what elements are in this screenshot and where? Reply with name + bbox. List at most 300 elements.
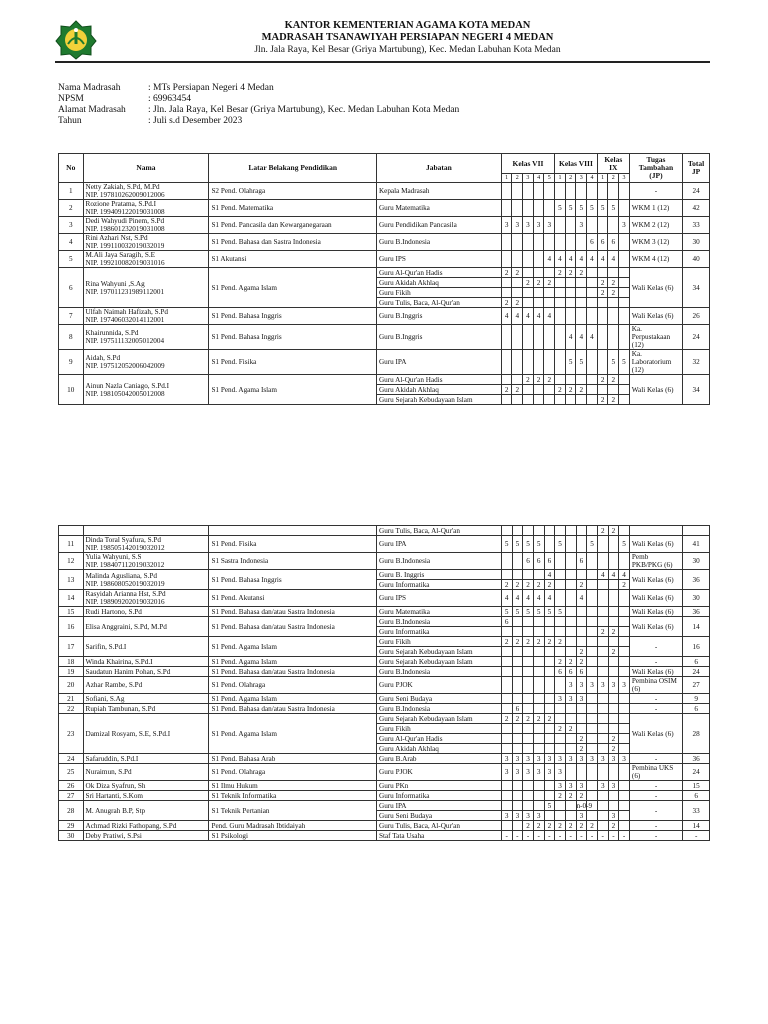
cell-jp: [555, 553, 566, 570]
cell-jp: 2: [597, 375, 608, 385]
cell-tugas: Wali Kelas (6): [629, 570, 682, 590]
cell-jp: [576, 395, 587, 405]
cell-jp: [619, 617, 630, 627]
cell-latar: S1 Pend. Olahraga: [209, 677, 377, 694]
nama-line: Azhar Rambe, S.Pd: [85, 681, 143, 689]
cell-jp: 3: [544, 754, 555, 764]
cell-jp: 2: [501, 580, 512, 590]
cell-jp: [533, 268, 544, 278]
cell-no: 9: [59, 350, 84, 375]
cell-jp: 3: [523, 217, 534, 234]
teacher-table-part1: [58, 153, 710, 405]
table-row: [59, 607, 710, 617]
cell-tugas: Wali Kelas (6): [629, 268, 682, 308]
cell-jp: 3: [501, 754, 512, 764]
cell-no: 27: [59, 791, 84, 801]
cell-jp: [501, 375, 512, 385]
cell-latar: S1 Pend. Bahasa Inggris: [209, 570, 377, 590]
nama-line: NIP. 199210082019031016: [85, 259, 165, 267]
cell-jp: [576, 637, 587, 647]
cell-jp: [608, 385, 619, 395]
cell-latar: S1 Pend. Bahasa Arab: [209, 754, 377, 764]
cell-total: 15: [683, 781, 710, 791]
cell-jp: 2: [576, 268, 587, 278]
cell-jp: 3: [619, 217, 630, 234]
cell-jp: [619, 724, 630, 734]
cell-no: 8: [59, 325, 84, 350]
class-sub-header: 2: [608, 174, 619, 183]
cell-jp: 2: [533, 637, 544, 647]
cell-jp: [544, 268, 555, 278]
cell-jp: 3: [523, 811, 534, 821]
cell-jp: [533, 526, 544, 536]
cell-jp: [533, 781, 544, 791]
table-row: [59, 350, 710, 375]
cell-jp: 5: [597, 200, 608, 217]
cell-jp: [555, 801, 566, 811]
cell-jp: [565, 234, 576, 251]
cell-jp: 5: [523, 607, 534, 617]
cell-jp: 5: [565, 350, 576, 375]
nama-line: NIP. 199409122019031008: [85, 208, 165, 216]
cell-jp: 2: [501, 385, 512, 395]
cell-jp: 5: [555, 536, 566, 553]
cell-latar: S1 Pend. Bahasa dan Sastra Indonesia: [209, 234, 377, 251]
cell-jp: [533, 677, 544, 694]
table-row: [59, 251, 710, 268]
nama-line: M. Anugrah B.P, Stp: [85, 806, 146, 815]
cell-jp: -: [587, 831, 598, 841]
cell-jp: [533, 325, 544, 350]
cell-jp: [565, 217, 576, 234]
nama-line: Safaruddin, S.Pd.I: [85, 754, 139, 763]
cell-tugas: Pembina UKS (6): [629, 764, 682, 781]
cell-tugas: Wali Kelas (6): [629, 536, 682, 553]
cell-jp: 3: [597, 754, 608, 764]
cell-jp: 6: [565, 667, 576, 677]
cell-total: 6: [683, 791, 710, 801]
cell-jp: 5: [608, 200, 619, 217]
class-sub-header: 3: [576, 174, 587, 183]
cell-nama: [83, 667, 209, 677]
cell-jp: [597, 385, 608, 395]
cell-jp: [619, 553, 630, 570]
cell-tugas: Pemb PKB/PKG (6): [629, 553, 682, 570]
cell-jp: [555, 298, 566, 308]
cell-jp: [576, 298, 587, 308]
table-row: [59, 714, 710, 724]
cell-jp: 3: [565, 694, 576, 704]
cell-jp: [523, 395, 534, 405]
nama-line: Rudi Hartono, S.Pd: [85, 607, 142, 616]
cell-jp: 5: [565, 200, 576, 217]
cell-jp: 2: [555, 791, 566, 801]
cell-jp: [587, 385, 598, 395]
cell-jp: [619, 714, 630, 724]
cell-jp: [533, 657, 544, 667]
cell-jp: [533, 570, 544, 580]
cell-tugas: Pembina OSIM (6): [629, 677, 682, 694]
cell-latar: S1 Sastra Indonesia: [209, 553, 377, 570]
cell-jp: [587, 627, 598, 637]
cell-jp: [587, 278, 598, 288]
cell-jp: 6: [597, 234, 608, 251]
nama-line: Dinda Toral Syafura, S.Pd: [85, 536, 161, 544]
cell-jp: 2: [501, 268, 512, 278]
class-sub-header: 2: [565, 174, 576, 183]
cell-jp: 3: [512, 811, 523, 821]
cell-tugas: Ka. Laboratorium (12): [629, 350, 682, 375]
cell-jp: [608, 536, 619, 553]
nama-line: Sofiani, S.Ag: [85, 694, 125, 703]
cell-jp: 4: [501, 308, 512, 325]
cell-jabatan: Guru Tulis, Baca, Al-Qur'an: [376, 298, 501, 308]
cell-jp: 4: [544, 590, 555, 607]
cell-jp: [523, 183, 534, 200]
cell-jp: [576, 704, 587, 714]
cell-jp: [608, 183, 619, 200]
cell-jp: [565, 553, 576, 570]
cell-jp: [619, 395, 630, 405]
cell-total: 30: [683, 553, 710, 570]
info-value: : MTs Persiapan Negeri 4 Medan: [148, 83, 274, 93]
cell-jp: [619, 607, 630, 617]
cell-jp: -: [533, 831, 544, 841]
cell-jp: [501, 570, 512, 580]
cell-jp: [608, 667, 619, 677]
info-row: [58, 116, 459, 127]
cell-jp: 3: [533, 754, 544, 764]
cell-jp: [597, 704, 608, 714]
cell-jp: [512, 667, 523, 677]
cell-jp: 2: [597, 526, 608, 536]
cell-jabatan: Guru B.Indonesia: [377, 667, 502, 677]
cell-no: 10: [59, 375, 84, 405]
cell-jp: [501, 251, 512, 268]
cell-total: 30: [683, 234, 710, 251]
cell-jp: [576, 183, 587, 200]
cell-jp: [576, 278, 587, 288]
school-address: Jln. Jala Raya, Kel Besar (Griya Martubung), Kec. Medan Labuhan Kota Medan: [254, 45, 561, 55]
cell-jp: 5: [544, 607, 555, 617]
cell-jp: [555, 744, 566, 754]
cell-jp: 4: [555, 251, 566, 268]
cell-jp: 4: [597, 570, 608, 580]
cell-jp: [533, 647, 544, 657]
cell-jp: [512, 251, 523, 268]
cell-jp: [555, 288, 566, 298]
cell-total: 14: [683, 617, 710, 637]
cell-jp: [512, 325, 523, 350]
cell-jp: [576, 627, 587, 637]
cell-jp: 2: [619, 580, 630, 590]
cell-jabatan: Guru IPS: [377, 590, 502, 607]
cell-jp: [523, 617, 534, 627]
cell-jp: 5: [512, 607, 523, 617]
cell-jp: [619, 526, 630, 536]
nama-line: NIP. 199110032019032019: [85, 242, 165, 250]
cell-latar: [209, 526, 377, 536]
cell-jp: 2: [576, 821, 587, 831]
cell-jp: [533, 627, 544, 637]
cell-jabatan: Guru B.Indonesia: [377, 617, 502, 627]
table-row: [59, 694, 710, 704]
cell-jp: [565, 704, 576, 714]
cell-jp: [523, 234, 534, 251]
cell-jp: [523, 734, 534, 744]
cell-jp: [555, 375, 566, 385]
cell-jp: [597, 637, 608, 647]
nama-line: Rina Wahyuni ,S.Ag: [85, 279, 145, 288]
info-key: NPSM: [58, 94, 84, 104]
cell-jp: [544, 395, 555, 405]
cell-jabatan: Guru IPA: [377, 536, 502, 553]
nama-line: Damizal Rosyam, S.E, S.Pd.I: [85, 729, 171, 738]
class-sub-header: 3: [523, 174, 534, 183]
cell-jp: [523, 385, 534, 395]
cell-jp: 5: [576, 350, 587, 375]
nama-line: NIP. 197810262009012006: [85, 191, 165, 199]
cell-jp: [597, 607, 608, 617]
cell-jp: [576, 764, 587, 781]
cell-jp: 3: [565, 781, 576, 791]
cell-jp: 3: [501, 764, 512, 781]
cell-jabatan: Guru Sejarah Kebudayaan Islam: [376, 395, 501, 405]
cell-total: 6: [683, 704, 710, 714]
cell-total: 34: [683, 375, 710, 405]
cell-jp: 4: [544, 308, 555, 325]
cell-jp: [533, 395, 544, 405]
cell-jp: 3: [576, 811, 587, 821]
cell-jp: 4: [565, 325, 576, 350]
cell-jp: [576, 308, 587, 325]
cell-jp: [512, 694, 523, 704]
cell-latar: S1 Pend. Bahasa dan/atau Sastra Indonesia: [209, 704, 377, 714]
cell-jabatan: Guru Fikih: [376, 288, 501, 298]
cell-jp: 3: [597, 677, 608, 694]
cell-jp: [565, 647, 576, 657]
cell-total: 33: [683, 217, 710, 234]
cell-jp: [565, 526, 576, 536]
cell-jp: [587, 590, 598, 607]
cell-jp: [608, 694, 619, 704]
table-row: [59, 704, 710, 714]
cell-jp: [533, 617, 544, 627]
cell-jp: [501, 278, 512, 288]
cell-jp: 3: [608, 754, 619, 764]
cell-jp: [501, 734, 512, 744]
cell-jabatan: Guru IPA: [376, 350, 501, 375]
cell-jp: [512, 526, 523, 536]
cell-jp: [501, 821, 512, 831]
cell-jp: [544, 617, 555, 627]
cell-jp: [533, 704, 544, 714]
cell-nama: [83, 536, 209, 553]
cell-jabatan: Guru Sejarah Kebudayaan Islam: [377, 714, 502, 724]
cell-jp: 3: [533, 811, 544, 821]
cell-jp: [533, 234, 544, 251]
cell-jp: [576, 570, 587, 580]
cell-jp: [587, 744, 598, 754]
cell-jp: [587, 647, 598, 657]
cell-jp: 2: [597, 395, 608, 405]
cell-no: 20: [59, 677, 84, 694]
cell-jp: 6: [533, 553, 544, 570]
cell-jp: [597, 308, 608, 325]
cell-jp: [501, 801, 512, 811]
cell-jp: 2: [576, 580, 587, 590]
cell-jp: [587, 288, 598, 298]
cell-latar: S1 Ilmu Hukum: [209, 781, 377, 791]
cell-latar: S1 Pend. Agama Islam: [209, 375, 377, 405]
cell-jp: [533, 744, 544, 754]
cell-jp: [576, 724, 587, 734]
cell-tugas: WKM 1 (12): [629, 200, 682, 217]
cell-jp: [512, 724, 523, 734]
cell-jp: [501, 325, 512, 350]
cell-tugas: Wali Kelas (6): [629, 714, 682, 754]
cell-jp: -: [544, 831, 555, 841]
cell-jp: 4: [501, 590, 512, 607]
cell-jp: 3: [597, 781, 608, 791]
table-row: [59, 821, 710, 831]
cell-jp: [523, 526, 534, 536]
table-row: [59, 553, 710, 570]
cell-jp: 3: [544, 217, 555, 234]
cell-jp: [523, 724, 534, 734]
cell-jp: 4: [533, 308, 544, 325]
cell-jp: 3: [512, 764, 523, 781]
cell-jabatan: Guru Al-Qur'an Hadis: [376, 268, 501, 278]
cell-jp: 3: [587, 754, 598, 764]
cell-jp: [523, 251, 534, 268]
cell-jp: 5: [533, 536, 544, 553]
table-row: [59, 657, 710, 667]
cell-jp: [608, 325, 619, 350]
cell-jp: 2: [555, 637, 566, 647]
nama-line: Saudatun Hanim Pohan, S.Pd: [85, 667, 171, 676]
cell-jp: [555, 714, 566, 724]
cell-jp: 4: [587, 325, 598, 350]
cell-jp: [565, 764, 576, 781]
cell-jp: 3: [587, 677, 598, 694]
cell-jp: 4: [576, 251, 587, 268]
cell-total: 27: [683, 677, 710, 694]
cell-jp: [576, 526, 587, 536]
nama-line: NIP. 197511132005012004: [85, 337, 165, 345]
cell-jp: [523, 298, 534, 308]
cell-jp: [544, 811, 555, 821]
cell-jp: [608, 590, 619, 607]
cell-jp: 3: [576, 781, 587, 791]
cell-nama: [83, 590, 209, 607]
cell-jp: [619, 268, 630, 278]
class-sub-header: 1: [597, 174, 608, 183]
cell-nama: [83, 234, 209, 251]
cell-nama: [83, 200, 209, 217]
cell-jabatan: Guru Matematika: [376, 200, 501, 217]
table-row: [59, 200, 710, 217]
nama-line: NIP. 198601232019031008: [85, 225, 165, 233]
cell-total: 42: [683, 200, 710, 217]
cell-jp: 5: [555, 200, 566, 217]
cell-nama: [83, 677, 209, 694]
cell-jp: 2: [576, 734, 587, 744]
nama-line: NIP. 198608052019032019: [85, 579, 165, 588]
info-row: [58, 83, 459, 94]
cell-jp: [555, 677, 566, 694]
cell-jp: [523, 325, 534, 350]
cell-jp: [533, 350, 544, 375]
cell-jp: [587, 395, 598, 405]
cell-jp: 3: [555, 764, 566, 781]
school-info: [58, 83, 459, 127]
cell-no: 6: [59, 268, 84, 308]
cell-no: 2: [59, 200, 84, 217]
cell-jp: [619, 694, 630, 704]
cell-jp: 2: [523, 714, 534, 724]
cell-latar: S1 Pend. Fisika: [209, 350, 377, 375]
cell-jp: [544, 677, 555, 694]
cell-nama: [83, 183, 209, 200]
cell-jp: [608, 724, 619, 734]
cell-jp: [597, 217, 608, 234]
cell-total: 9: [683, 694, 710, 704]
cell-jp: 3: [555, 781, 566, 791]
cell-no: 4: [59, 234, 84, 251]
nama-line: Netty Zakiah, S.Pd, M.Pd: [85, 183, 160, 191]
cell-jp: [597, 580, 608, 590]
cell-jp: [597, 617, 608, 627]
cell-jabatan: Guru Tulis, Baca, Al-Qur'an: [377, 821, 502, 831]
cell-jp: [619, 781, 630, 791]
cell-jp: [523, 694, 534, 704]
cell-jp: [512, 801, 523, 811]
cell-jp: 3: [565, 754, 576, 764]
class-sub-header: 1: [501, 174, 512, 183]
cell-jp: [544, 627, 555, 637]
cell-jp: [587, 298, 598, 308]
cell-jp: [533, 298, 544, 308]
cell-jp: [597, 801, 608, 811]
cell-jp: [501, 647, 512, 657]
cell-jp: 3: [576, 694, 587, 704]
cell-jp: [597, 268, 608, 278]
cell-jp: [565, 395, 576, 405]
cell-jp: [512, 647, 523, 657]
cell-jp: [501, 234, 512, 251]
cell-tugas: -: [629, 183, 682, 200]
cell-jp: 2: [555, 724, 566, 734]
class-sub-header: 3: [619, 174, 630, 183]
cell-jp: 2: [555, 821, 566, 831]
cell-jp: [544, 694, 555, 704]
cell-jabatan: Guru Al-Qur'an Hadis: [377, 734, 502, 744]
cell-jp: [544, 724, 555, 734]
cell-jp: [619, 590, 630, 607]
nama-line: Ulfah Naimah Hafizah, S.Pd: [85, 308, 168, 316]
cell-jp: [619, 801, 630, 811]
nama-line: Rini Azhari Nst, S.Pd: [85, 234, 148, 242]
table-row: [59, 754, 710, 764]
cell-jp: n-0-9: [576, 801, 593, 810]
cell-jabatan: Guru Akidah Akhlaq: [377, 744, 502, 754]
cell-jp: [587, 637, 598, 647]
cell-jp: [576, 234, 587, 251]
class-sub-header: 1: [555, 174, 566, 183]
cell-jp: [501, 657, 512, 667]
cell-latar: S1 Pend. Akutansi: [209, 590, 377, 607]
